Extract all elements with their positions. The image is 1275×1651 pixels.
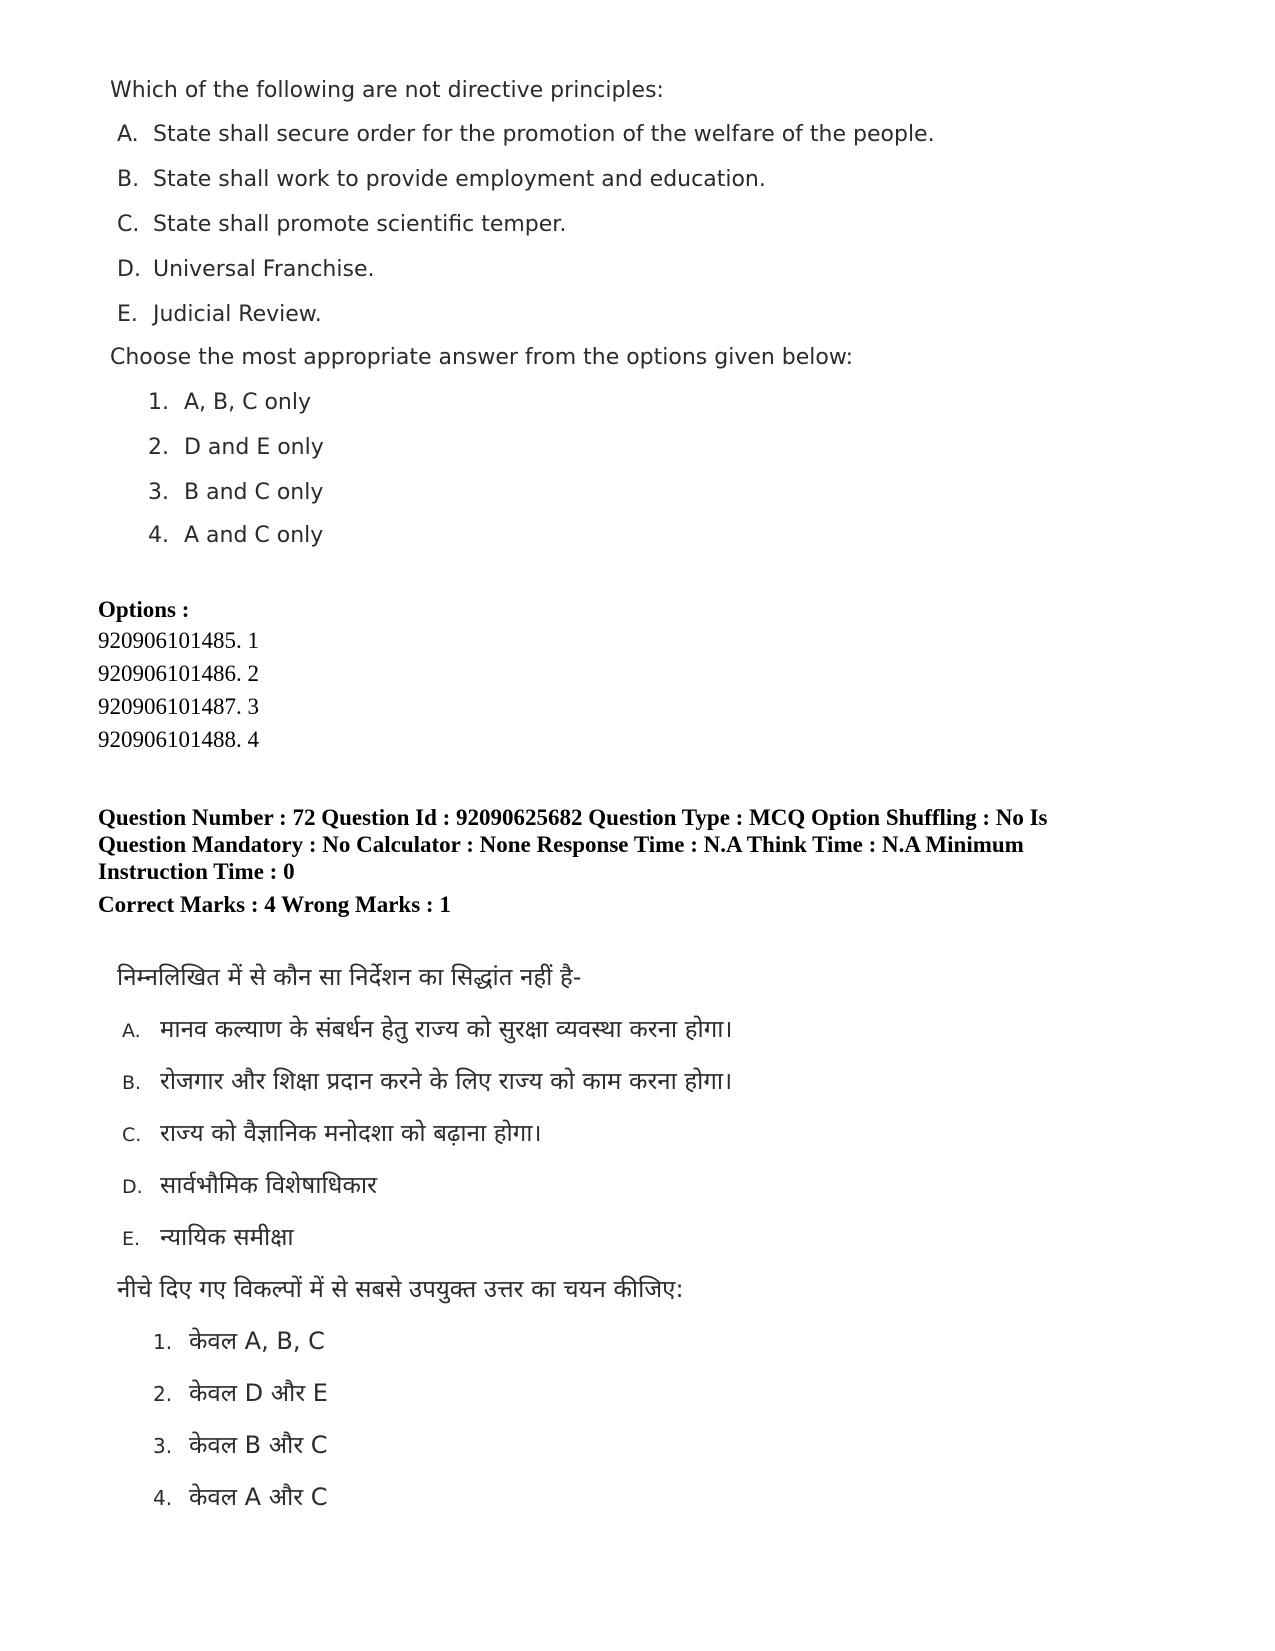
option-item: 920906101486. 2 [98, 661, 259, 686]
option-item: 920906101487. 3 [98, 694, 259, 719]
statement-text: रोजगार और शिक्षा प्रदान करने के लिए राज्य को काम करना होगा। [160, 1067, 733, 1095]
choice-text: A, B, C only [184, 390, 312, 415]
statement-label: D. [117, 257, 141, 282]
statement-text: State shall work to provide employment and education. [153, 167, 766, 192]
choice-text: केवल D और E [189, 1379, 328, 1407]
choice-number: 3. [148, 480, 169, 505]
choice-number: 3. [153, 1434, 173, 1458]
statement-label: E. [117, 302, 138, 327]
options-heading: Options : [98, 597, 190, 622]
question-meta-line: Question Mandatory : No Calculator : None Response Time : N.A Think Time : N.A Minimum [98, 832, 1024, 857]
statement-text: न्यायिक समीक्षा [160, 1223, 294, 1251]
choice-number: 1. [148, 390, 169, 415]
hindi-statement-d [122, 1168, 377, 1201]
statement-text: मानव कल्याण के संबर्धन हेतु राज्य को सुरक्षा व्यवस्था करना होगा। [160, 1015, 733, 1043]
english-instruction: Choose the most appropriate answer from the options given below: [110, 345, 854, 370]
statement-label: E. [122, 1228, 141, 1250]
hindi-choice-3 [153, 1428, 328, 1461]
question-meta-line: Question Number : 72 Question Id : 92090625682 Question Type : MCQ Option Shuffling : No Is [98, 805, 1048, 830]
statement-label: B. [117, 167, 140, 192]
statement-d [117, 257, 374, 282]
option-item: 920906101488. 4 [98, 727, 259, 752]
choice-number: 2. [153, 1382, 173, 1406]
choice-text: A and C only [184, 523, 324, 548]
choice-text: B and C only [184, 480, 324, 505]
hindi-statement-e [122, 1220, 294, 1253]
marks-line: Correct Marks : 4 Wrong Marks : 1 [98, 892, 451, 917]
hindi-choice-1 [153, 1324, 325, 1357]
choice-number: 4. [153, 1486, 173, 1510]
statement-text: State shall promote scientific temper. [153, 212, 567, 237]
option-item: 920906101485. 1 [98, 628, 259, 653]
choice-text: D and E only [184, 435, 324, 460]
statement-e [117, 302, 322, 327]
choice-number: 1. [153, 1330, 173, 1354]
statement-label: A. [117, 122, 139, 147]
statement-label: B. [122, 1072, 142, 1094]
choice-text: केवल A, B, C [189, 1327, 325, 1355]
statement-b [117, 167, 766, 192]
hindi-choice-2 [153, 1376, 328, 1409]
hindi-statement-a [122, 1012, 733, 1045]
statement-label: C. [122, 1124, 142, 1146]
choice-text: केवल A और C [189, 1483, 328, 1511]
choice-2 [148, 435, 324, 460]
statement-label: D. [122, 1176, 143, 1198]
statement-text: Universal Franchise. [153, 257, 375, 282]
question-meta-line: Instruction Time : 0 [98, 859, 295, 884]
statement-label: C. [117, 212, 140, 237]
hindi-instruction: नीचे दिए गए विकल्पों में से सबसे उपयुक्त उत्तर का चयन कीजिए: [117, 1275, 684, 1303]
hindi-question-prompt: निम्नलिखित में से कौन सा निर्देशन का सिद्धांत नहीं है- [117, 963, 582, 991]
statement-text: राज्य को वैज्ञानिक मनोदशा को बढ़ाना होगा। [160, 1119, 542, 1147]
choice-number: 2. [148, 435, 169, 460]
hindi-statement-c [122, 1116, 542, 1149]
statement-c [117, 212, 566, 237]
statement-text: State shall secure order for the promotion of the welfare of the people. [153, 122, 935, 147]
english-question-prompt: Which of the following are not directive principles: [110, 78, 664, 103]
choice-3 [148, 480, 323, 505]
hindi-statement-b [122, 1064, 732, 1097]
choice-1 [148, 390, 311, 415]
choice-text: केवल B और C [189, 1431, 328, 1459]
statement-label: A. [122, 1020, 141, 1042]
statement-text: Judicial Review. [153, 302, 322, 327]
statement-a [117, 122, 935, 147]
statement-text: सार्वभौमिक विशेषाधिकार [160, 1171, 377, 1199]
choice-number: 4. [148, 523, 169, 548]
hindi-choice-4 [153, 1480, 327, 1513]
choice-4 [148, 523, 323, 548]
